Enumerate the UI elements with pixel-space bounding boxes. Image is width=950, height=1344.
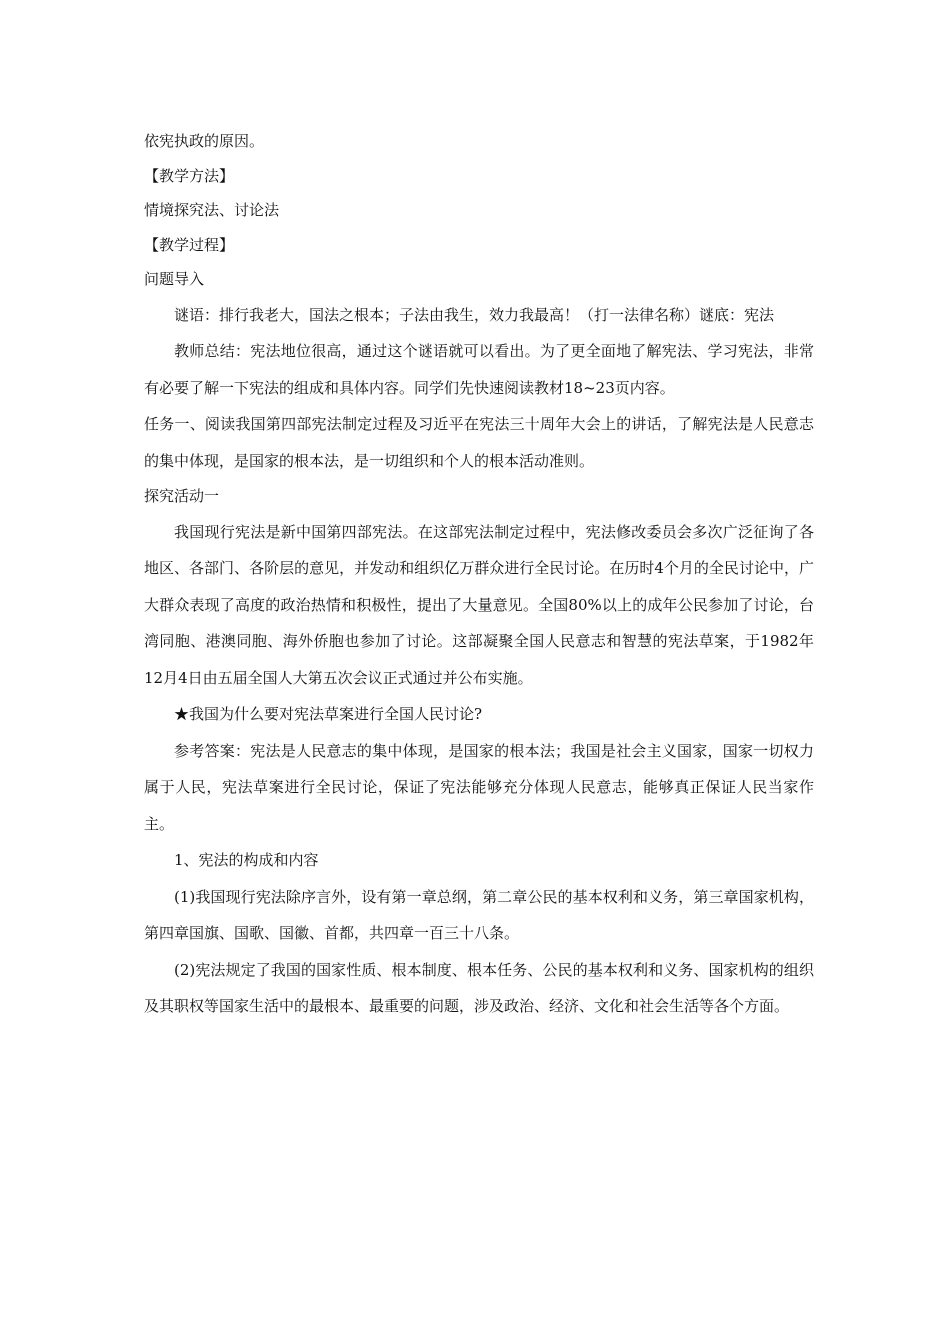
section1-title: 1、宪法的构成和内容 [174, 851, 319, 869]
text-line: 问题导入 [144, 270, 205, 288]
document-page [144, 124, 814, 1025]
activity-title: 探究活动一 [144, 487, 220, 505]
question-paragraph: ★我国为什么要对宪法草案进行全国人民讨论? [174, 705, 483, 723]
teacher-summary-paragraph: 教师总结：宪法地位很高，通过这个谜语就可以看出。为了更全面地了解宪法、学习宪法，非常有必要了解一下宪法的组成和具体内容。同学们先快速阅读教材18~23页内容。 [144, 342, 814, 397]
section-heading-method: 【教学方法】 [144, 166, 235, 185]
section-heading-process: 【教学过程】 [144, 235, 235, 254]
text-line: 情境探究法、讨论法 [144, 201, 280, 219]
task-one-paragraph: 任务一、阅读我国第四部宪法制定过程及习近平在宪法三十周年大会上的讲话，了解宪法是人民意志的集中体现，是国家的根本法，是一切组织和个人的根本活动准则。 [144, 415, 814, 470]
answer-paragraph: 参考答案：宪法是人民意志的集中体现，是国家的根本法；我国是社会主义国家，国家一切权力属于人民，宪法草案进行全民讨论，保证了宪法能够充分体现人民意志，能够真正保证人民当家作主。 [144, 741, 814, 833]
text-line: 依宪执政的原因。 [144, 132, 265, 150]
riddle-paragraph: 谜语：排行我老大，国法之根本；子法由我生，效力我最高！（打一法律名称）谜底：宪法 [174, 305, 775, 324]
activity-paragraph: 我国现行宪法是新中国第四部宪法。在这部宪法制定过程中，宪法修改委员会多次广泛征询了各地区、各部门、各阶层的意见，并发动和组织亿万群众进行全民讨论。在历时4个月的全民讨论中，广大群众表现了高度的政治热情和积极性，提出了大量意见。全国80%以上的成年公民参加了讨论，台湾同胞、港澳同胞、海外侨胞也参加了讨论。这部凝聚全国人民意志和智慧的宪法草案，于1982年12月4日由五届全国人大第五次会议正式通过并公布实施。 [144, 522, 814, 687]
point2-paragraph: (2)宪法规定了我国的国家性质、根本制度、根本任务、公民的基本权利和义务、国家机构的组织及其职权等国家生活中的最根本、最重要的问题，涉及政治、经济、文化和社会生活等各个方面。 [144, 960, 814, 1015]
point1-paragraph: (1)我国现行宪法除序言外，设有第一章总纲，第二章公民的基本权利和义务，第三章国家机构，第四章国旗、国歌、国徽、首都，共四章一百三十八条。 [144, 887, 814, 942]
